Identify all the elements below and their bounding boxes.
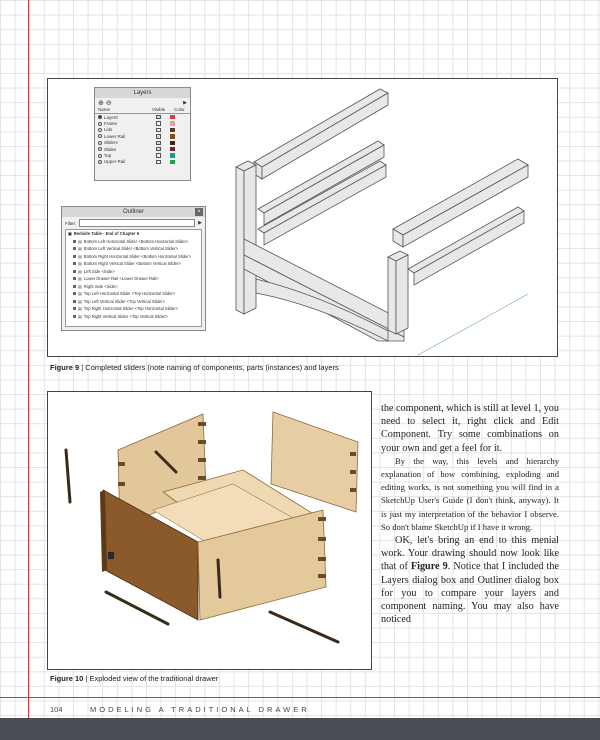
component-icon: ▤ [78,291,82,297]
layer-name[interactable]: Frame [104,121,118,127]
component-icon: ▤ [78,283,82,289]
details-arrow-icon[interactable]: ▶ [198,220,202,226]
visible-checkbox[interactable]: ✓ [157,114,161,120]
outliner-root-label: Bedside Table - End of Chapter 6 [73,231,140,237]
outliner-item-label: Left Side <Side> [83,268,115,274]
filter-input[interactable] [79,219,195,227]
component-icon: ▤ [78,268,82,274]
outliner-items [68,238,201,321]
component-icon: ▤ [78,246,82,252]
active-layer-radio[interactable] [98,115,102,119]
body-paragraph-3-b: . Notice that I included the Layers dialog box and Outliner dialog box for you to compare your layers and component naming. You may also have noticed [381,561,559,626]
layer-color-swatch[interactable] [170,153,175,158]
outliner-item[interactable] [68,260,201,268]
layer-name[interactable]: Layer0 [104,114,118,120]
outliner-item[interactable] [68,313,201,321]
component-icon: ▤ [78,298,82,304]
figure-10-label: Figure 10 [50,674,84,683]
outliner-item[interactable] [68,305,201,313]
layers-dialog[interactable] [94,87,191,181]
visible-checkbox[interactable] [156,128,161,133]
layer-name[interactable]: Lids [104,127,113,133]
outliner-dialog-title [62,207,205,217]
active-layer-radio[interactable] [98,154,102,158]
outliner-item-label: Lower Drawer Rail <Lower Drawer Rail> [83,276,159,282]
layers-header [95,107,190,114]
remove-layer-icon[interactable]: ⊖ [105,99,112,107]
outliner-item-label: Bottom Left Horizontal Slider <Bottom Horizontal Slider> [83,238,189,244]
layer-color-swatch[interactable] [170,121,175,126]
body-paragraph-3 [381,534,559,626]
visible-checkbox[interactable] [156,160,161,165]
outliner-item[interactable] [68,275,201,283]
expand-box-icon[interactable] [73,292,76,295]
model-icon: ▣ [68,231,72,237]
outliner-item[interactable] [68,290,201,298]
outliner-item[interactable] [68,268,201,276]
exploded-drawer-illustration [48,392,372,670]
component-icon: ▤ [78,306,82,312]
outliner-root[interactable] [68,230,201,238]
expand-box-icon[interactable] [73,307,76,310]
active-layer-radio[interactable] [98,141,102,145]
layer-row[interactable] [95,159,190,165]
layers-dialog-title: Layers [95,88,190,98]
expand-box-icon[interactable] [73,247,76,250]
visible-checkbox[interactable]: ✓ [157,140,161,146]
active-layer-radio[interactable] [98,122,102,126]
outliner-item-label: Right Side <Side> [83,283,118,289]
expand-box-icon[interactable] [73,300,76,303]
visible-checkbox[interactable] [156,153,161,158]
expand-box-icon[interactable] [73,270,76,273]
col-name-header[interactable]: Name [98,107,111,112]
layer-color-swatch[interactable] [170,160,175,165]
expand-box-icon[interactable] [73,262,76,265]
expand-box-icon[interactable] [73,315,76,318]
figure-9-caption-text: | Completed sliders (note naming of components, parts (instances) and layers [79,363,339,372]
outliner-item-label: Top Left Vertical Slider <Top Vertical Slider> [83,298,166,304]
active-layer-radio[interactable] [98,160,102,164]
layer-color-swatch[interactable] [170,134,175,139]
component-icon: ▤ [78,253,82,259]
expand-box-icon[interactable] [73,285,76,288]
figure-9-reference: Figure 9 [410,561,448,573]
figure-10-frame [47,391,372,670]
outliner-item[interactable] [68,253,201,261]
running-footer-title: MODELING A TRADITIONAL DRAWER [90,705,310,714]
body-paragraph-1: the component, which is still at level 1, you need to select it, right click and Edit Component. Try some combinations on your own and get a feel for it. [381,403,559,454]
outliner-item-label: Bottom Right Horizontal Slider <Bottom Horizontal Slider> [83,253,192,259]
close-icon[interactable]: × [195,208,203,216]
body-paragraph-3-a: OK, let's bring an end to this menial work. Your drawing should now look like that of [381,535,559,573]
figure-10-caption-text: | Exploded view of the traditional drawer [83,674,219,683]
layer-name[interactable]: Upper Rail [104,159,126,165]
active-layer-radio[interactable] [98,128,102,132]
expand-box-icon[interactable] [73,240,76,243]
outliner-item[interactable] [68,298,201,306]
margin-line-horizontal [0,697,600,698]
layers-list [95,114,190,165]
add-layer-icon[interactable]: ⊕ [98,99,104,107]
col-visible-header[interactable]: Visible [152,107,166,112]
outliner-tree [65,229,202,327]
figure-10-caption [50,674,218,683]
component-icon: ▤ [78,238,82,244]
layers-toolbar [95,98,190,107]
outliner-item-label: Top Right Horizontal Slider <Top Horizontal Slider> [83,306,179,312]
layer-color-swatch[interactable] [170,128,175,133]
visible-checkbox[interactable] [156,121,161,126]
figure-9-caption [50,363,339,372]
active-layer-radio[interactable] [98,134,102,138]
layer-color-swatch[interactable] [170,115,175,120]
expand-box-icon[interactable] [73,255,76,258]
outliner-item[interactable] [68,238,201,246]
figure-9-label: Figure 9 [50,363,80,372]
component-icon: ▤ [78,261,82,267]
layer-name[interactable]: Slides [104,146,117,152]
expand-box-icon[interactable] [73,277,76,280]
layer-name[interactable]: Lower Rail [104,133,126,139]
outliner-item-label: Bottom Left Vertical Slider <Bottom Vertical Slider> [83,246,179,252]
filter-label: Filter: [65,220,77,226]
component-icon: ▤ [78,276,82,282]
visible-checkbox[interactable]: ✓ [157,146,161,152]
footer-bar [0,718,600,740]
outliner-dialog[interactable] [61,206,206,331]
body-paragraph-2: By the way, this levels and hierarchy explanation of how combining, exploding and editing works, is not something you will find in a SketchUp User's Guide (I don't think, anyway). It is just my interpretation of the behavior I observe. So don't blame SketchUp if I have it wrong. [381,455,559,532]
outliner-title-text: Outliner [122,209,144,215]
active-layer-radio[interactable] [98,147,102,151]
outliner-item-label: Top Right Vertical Slider <Top Vertical Slider> [83,313,168,319]
figure-9-frame [47,78,558,357]
details-arrow-icon[interactable]: ▶ [183,99,187,106]
page-number: 104 [50,705,63,714]
outliner-item-label: Bottom Right Vertical Slider <Bottom Vertical Slider> [83,261,181,267]
outliner-item[interactable] [68,245,201,253]
layer-color-swatch[interactable] [170,147,175,152]
layer-name[interactable]: Sliders [104,140,118,146]
col-color-header[interactable]: Color [174,107,185,112]
margin-line-vertical [28,0,29,718]
outliner-filter-row [62,217,205,229]
body-text-column [381,402,559,626]
outliner-item[interactable] [68,283,201,291]
layer-name[interactable]: Top [104,153,112,159]
component-icon: ▤ [78,313,82,319]
layer-color-swatch[interactable] [170,141,175,146]
outliner-item-label: Top Left Horizontal Slider <Top Horizontal Slider> [83,291,176,297]
visible-checkbox[interactable]: ✓ [157,134,161,140]
